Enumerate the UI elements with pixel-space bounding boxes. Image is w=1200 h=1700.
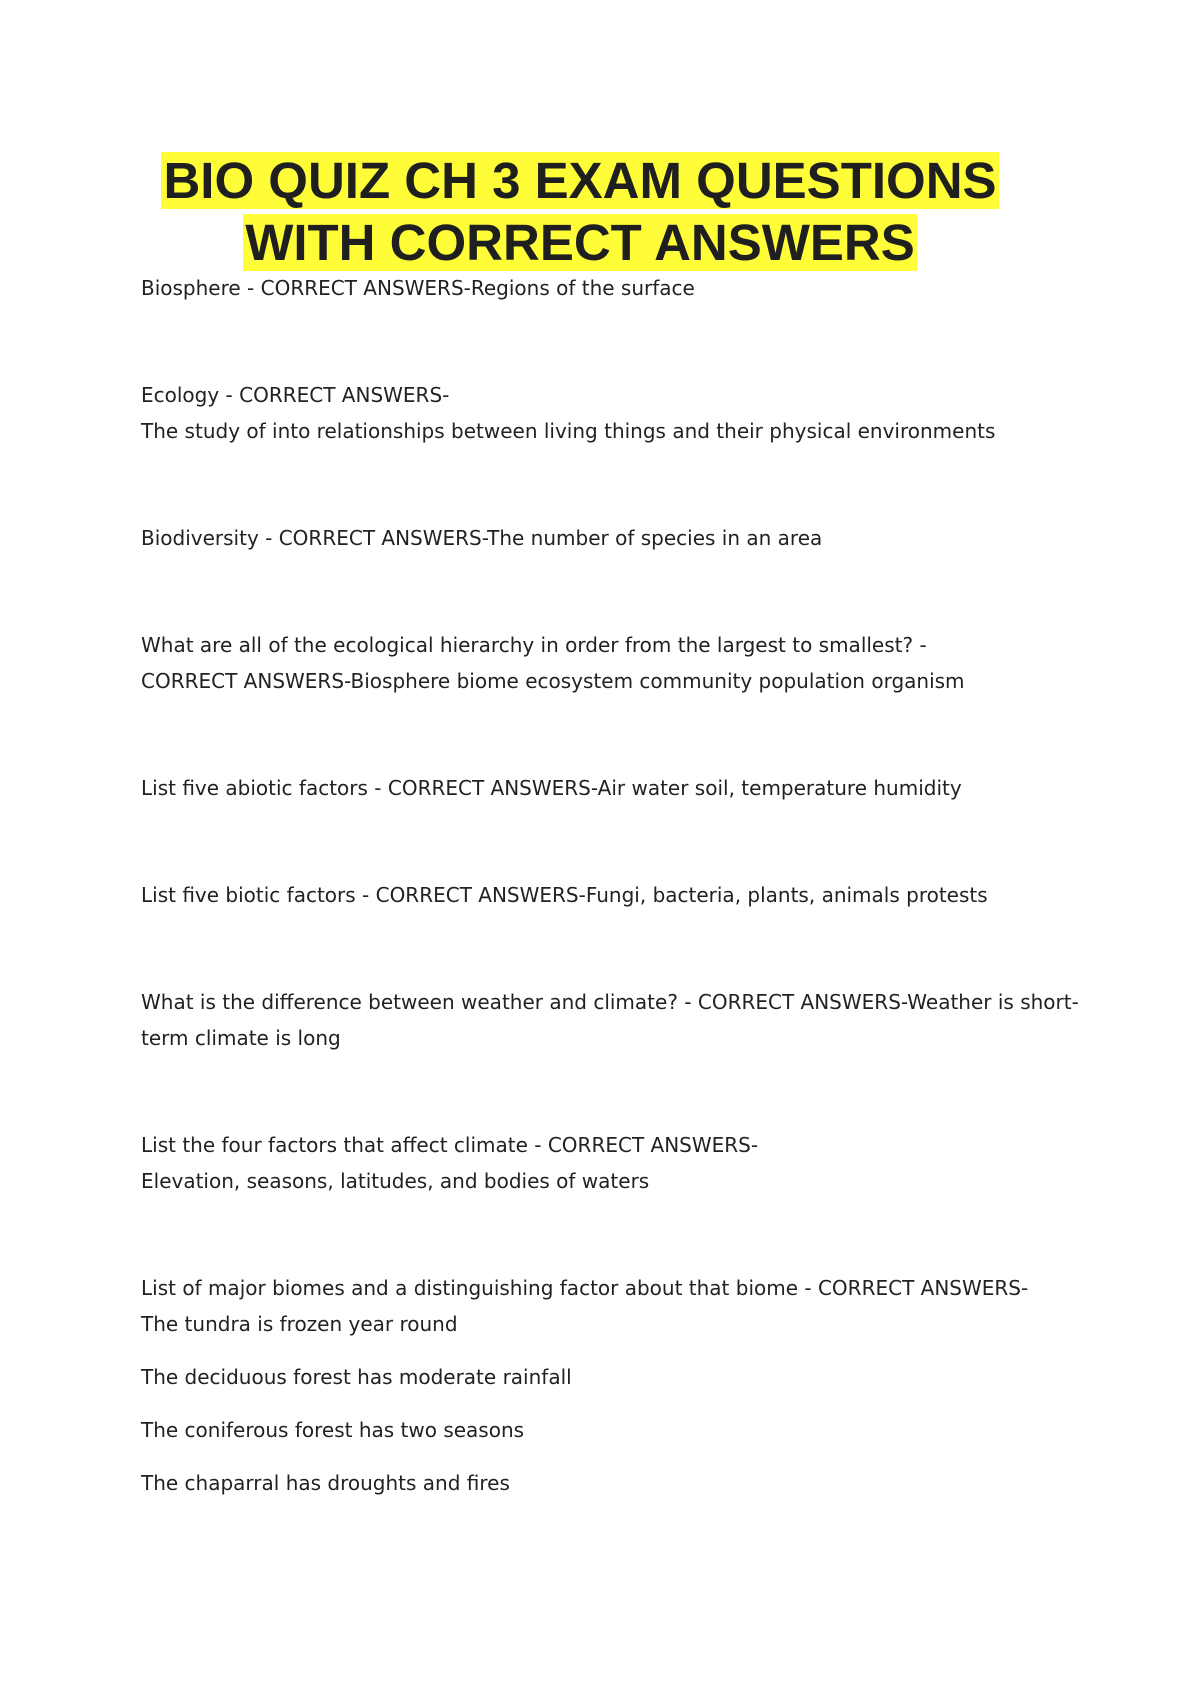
entry-climate-answer: Elevation, seasons, latitudes, and bodies of waters: [141, 1169, 650, 1193]
entry-hierarchy-answer: CORRECT ANSWERS-Biosphere biome ecosystem community population organism: [141, 669, 965, 693]
entry-biomes-question: List of major biomes and a distinguishing factor about that biome - CORRECT ANSWERS-: [141, 1276, 1029, 1300]
entry-weather-answer: term climate is long: [141, 1026, 341, 1050]
entry-climate-question: List the four factors that affect climate - CORRECT ANSWERS-: [141, 1133, 759, 1157]
entry-biodiversity: Biodiversity - CORRECT ANSWERS-The number of species in an area: [141, 526, 823, 550]
entry-biomes-deciduous: The deciduous forest has moderate rainfall: [141, 1365, 572, 1389]
entry-weather-question: What is the difference between weather and climate? - CORRECT ANSWERS-Weather is short-: [141, 990, 1079, 1014]
title-line-2: WITH CORRECT ANSWERS: [245, 214, 915, 271]
entry-ecology-question: Ecology - CORRECT ANSWERS-: [141, 383, 450, 407]
entry-hierarchy-question: What are all of the ecological hierarchy in order from the largest to smallest? -: [141, 633, 927, 657]
page-title: [0, 150, 1160, 274]
entry-biomes-tundra: The tundra is frozen year round: [141, 1312, 458, 1336]
entry-abiotic: List five abiotic factors - CORRECT ANSWERS-Air water soil, temperature humidity: [141, 776, 962, 800]
entry-biosphere: Biosphere - CORRECT ANSWERS-Regions of the surface: [141, 276, 695, 300]
entry-biotic: List five biotic factors - CORRECT ANSWERS-Fungi, bacteria, plants, animals protests: [141, 883, 988, 907]
entry-ecology-answer: The study of into relationships between living things and their physical environments: [141, 419, 996, 443]
entry-biomes-coniferous: The coniferous forest has two seasons: [141, 1418, 525, 1442]
title-line-1: BIO QUIZ CH 3 EXAM QUESTIONS: [163, 152, 997, 209]
entry-biomes-chaparral: The chaparral has droughts and fires: [141, 1471, 510, 1495]
